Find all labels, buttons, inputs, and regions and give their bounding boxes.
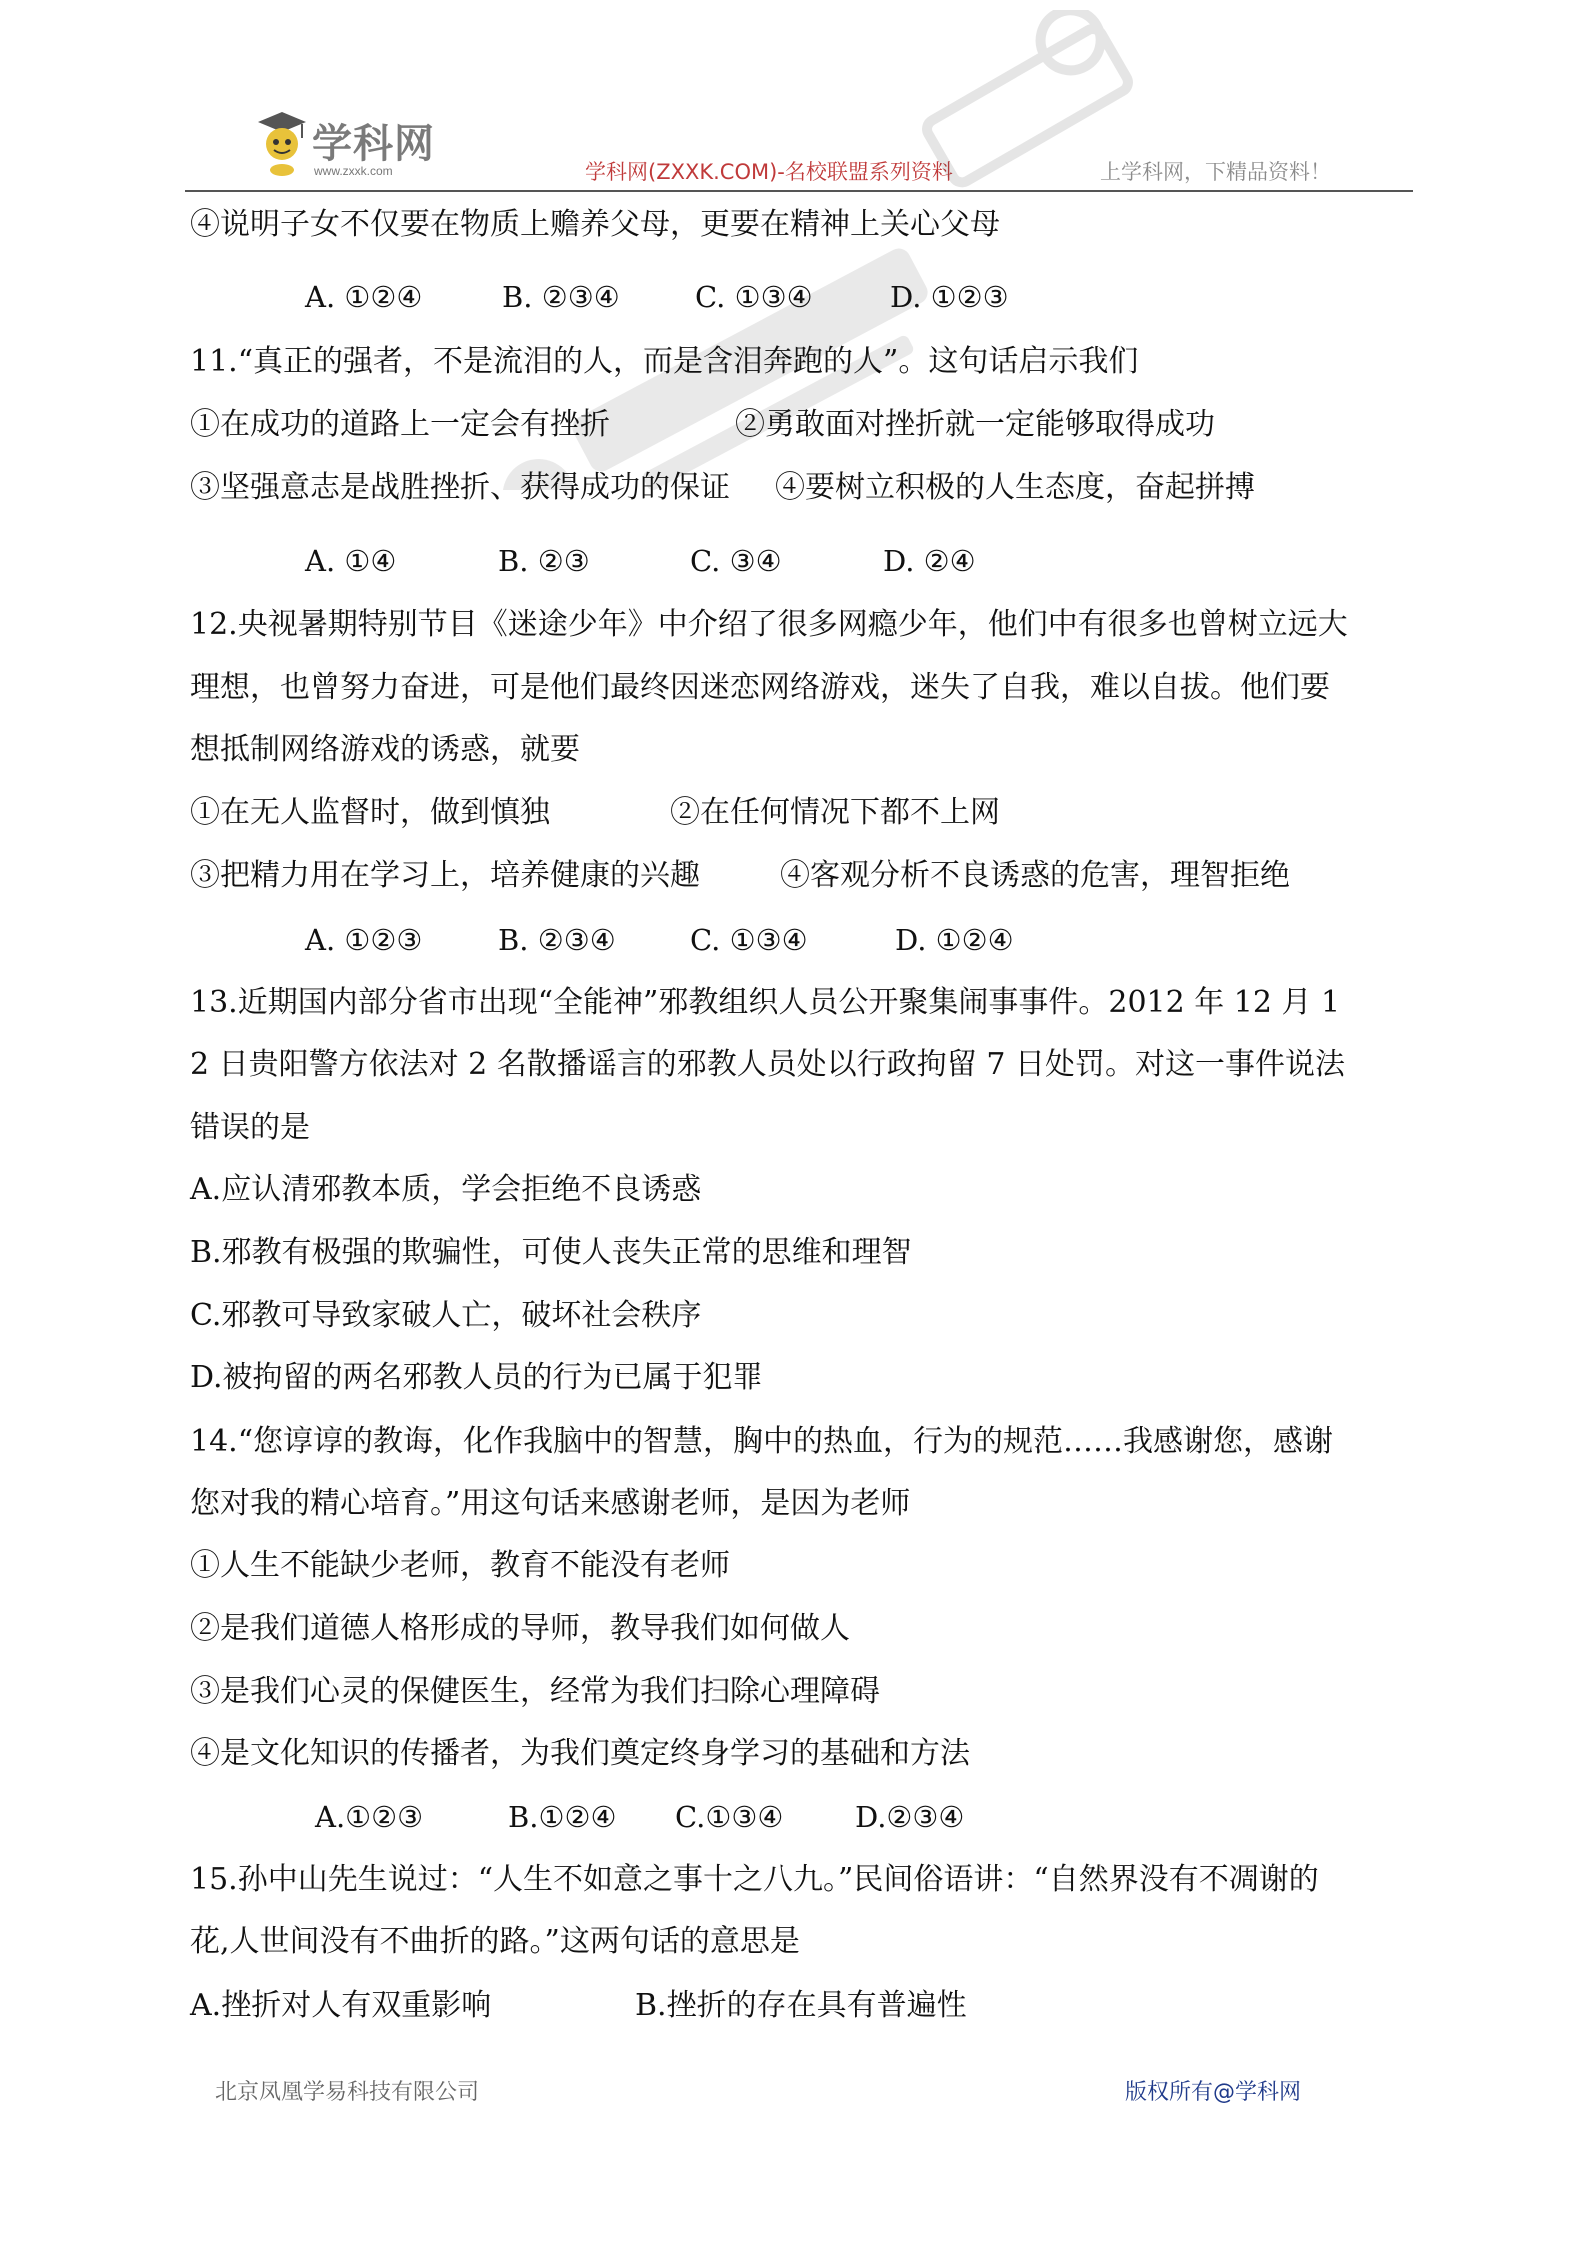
q12-option-d: D. ①②④ — [895, 923, 1014, 957]
q15-stem-line-1: 15.孙中山先生说过：“人生不如意之事十之八九。”民间俗语讲：“自然界没有不凋谢的 — [190, 1862, 1319, 1897]
q13-stem-line-1: 13.近期国内部分省市出现“全能神”邪教组织人员公开聚集闹事事件。2012 年 12 月 1 — [190, 985, 1341, 1020]
q11-option-d: D. ②④ — [883, 544, 976, 578]
q11-option-b: B. ②③ — [498, 544, 590, 578]
header-right-text: 上学科网，下精品资料！ — [1100, 160, 1331, 184]
q15-stem-line-2: 花,人世间没有不曲折的路。”这两句话的意思是 — [190, 1924, 800, 1959]
q12-item-1: ①在无人监督时，做到慎独 — [190, 795, 550, 830]
q14-item-3: ③是我们心灵的保健医生，经常为我们扫除心理障碍 — [190, 1674, 880, 1709]
q13-stem-line-2: 2 日贵阳警方依法对 2 名散播谣言的邪教人员处以行政拘留 7 日处罚。对这一事件说法 — [190, 1047, 1345, 1082]
q11-item-2: ②勇敢面对挫折就一定能够取得成功 — [735, 407, 1215, 442]
page-header — [0, 0, 1586, 200]
q11-item-4: ④要树立积极的人生态度，奋起拼搏 — [775, 470, 1255, 505]
q14-option-b: B.①②④ — [508, 1800, 617, 1834]
footer-copyright: 版权所有@学科网 — [1125, 2080, 1302, 2105]
watermark-stamp-icon — [900, 10, 1160, 210]
q14-item-4: ④是文化知识的传播者，为我们奠定终身学习的基础和方法 — [190, 1736, 970, 1771]
q14-stem-line-2: 您对我的精心培育。”用这句话来感谢老师，是因为老师 — [190, 1486, 911, 1521]
q13-option-c: C.邪教可导致家破人亡，破坏社会秩序 — [190, 1298, 702, 1333]
q14-item-1: ①人生不能缺少老师，教育不能没有老师 — [190, 1548, 730, 1583]
header-divider — [185, 190, 1413, 192]
footer-company: 北京凤凰学易科技有限公司 — [215, 2080, 480, 2105]
q12-stem-line-3: 想抵制网络游戏的诱惑，就要 — [190, 732, 580, 767]
q11-option-c: C. ③④ — [690, 544, 782, 578]
q10-option-c: C. ①③④ — [695, 280, 813, 314]
q10-item-4: ④说明子女不仅要在物质上赡养父母，更要在精神上关心父母 — [190, 207, 1000, 242]
q11-item-3: ③坚强意志是战胜挫折、获得成功的保证 — [190, 470, 730, 505]
q11-option-a: A. ①④ — [305, 544, 397, 578]
q14-item-2: ②是我们道德人格形成的导师，教导我们如何做人 — [190, 1611, 850, 1646]
q14-option-d: D.②③④ — [855, 1800, 965, 1834]
header-center-text: 学科网(ZXXK.COM)-名校联盟系列资料 — [585, 160, 953, 184]
q13-option-b: B.邪教有极强的欺骗性，可使人丧失正常的思维和理智 — [190, 1235, 912, 1270]
q10-option-b: B. ②③④ — [502, 280, 620, 314]
q15-option-a: A.挫折对人有双重影响 — [190, 1988, 492, 2023]
q10-option-d: D. ①②③ — [890, 280, 1009, 314]
logo-url: www.zxxk.com — [314, 164, 393, 178]
q12-stem-line-1: 12.央视暑期特别节目《迷途少年》中介绍了很多网瘾少年，他们中有很多也曾树立远大 — [190, 607, 1348, 642]
q15-option-b: B.挫折的存在具有普遍性 — [635, 1988, 967, 2023]
mascot-icon — [252, 108, 308, 178]
q11-item-1: ①在成功的道路上一定会有挫折 — [190, 407, 610, 442]
q14-stem-line-1: 14.“您谆谆的教诲，化作我脑中的智慧，胸中的热血，行为的规范……我感谢您，感谢 — [190, 1424, 1334, 1459]
q12-item-2: ②在任何情况下都不上网 — [670, 795, 1000, 830]
q12-stem-line-2: 理想，也曾努力奋进，可是他们最终因迷恋网络游戏，迷失了自我，难以自拔。他们要 — [190, 670, 1330, 705]
q12-item-4: ④客观分析不良诱惑的危害，理智拒绝 — [780, 858, 1290, 893]
q12-option-a: A. ①②③ — [305, 923, 423, 957]
q13-stem-line-3: 错误的是 — [190, 1110, 310, 1145]
q13-option-d: D.被拘留的两名邪教人员的行为已属于犯罪 — [190, 1360, 763, 1395]
q10-option-a: A. ①②④ — [305, 280, 423, 314]
q12-item-3: ③把精力用在学习上，培养健康的兴趣 — [190, 858, 700, 893]
site-logo — [252, 108, 442, 188]
q14-option-a: A.①②③ — [315, 1800, 424, 1834]
q11-stem: 11.“真正的强者，不是流泪的人，而是含泪奔跑的人”。这句话启示我们 — [190, 344, 1139, 379]
q13-option-a: A.应认清邪教本质，学会拒绝不良诱惑 — [190, 1172, 702, 1207]
q12-option-b: B. ②③④ — [498, 923, 616, 957]
q14-option-c: C.①③④ — [675, 1800, 784, 1834]
q12-option-c: C. ①③④ — [690, 923, 808, 957]
logo-text: 学科网 — [312, 121, 435, 167]
